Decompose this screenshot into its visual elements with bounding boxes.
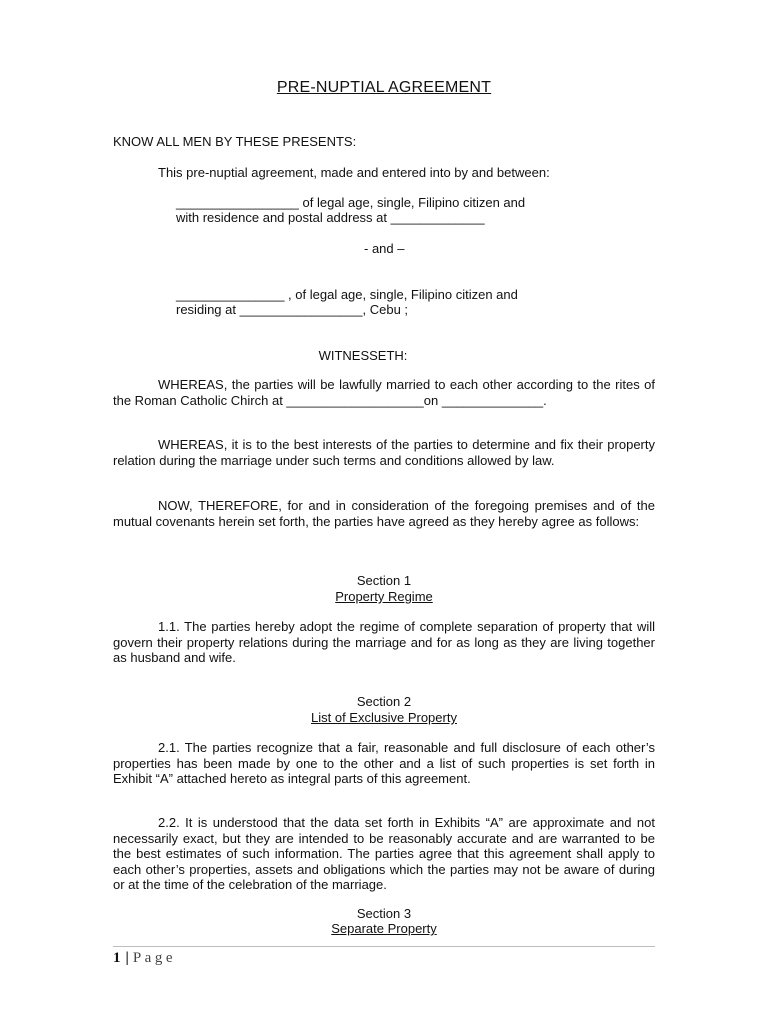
party1-line2: with residence and postal address at _____________ — [176, 210, 485, 225]
page-number: 1 — [113, 950, 121, 966]
section2-subheading: List of Exclusive Property — [311, 710, 457, 725]
document-title: PRE-NUPTIAL AGREEMENT — [276, 79, 492, 96]
section3-subheading: Separate Property — [331, 921, 437, 936]
party2-line1: _______________ , of legal age, single, Filipino citizen and — [176, 287, 518, 302]
party1-line1: _________________ of legal age, single, Filipino citizen and — [176, 195, 526, 210]
section1-heading: Section 1 — [356, 573, 412, 588]
now-therefore-paragraph: NOW, THEREFORE, for and in consideration of the foregoing premises and of the mutual covenants herein set forth, the parties have agreed as they hereby agree as follows: — [113, 498, 655, 529]
whereas-paragraph-1: WHEREAS, the parties will be lawfully married to each other according to the rites of the Roman Catholic Chirch at ___________________on ______________. — [113, 377, 655, 408]
preamble: KNOW ALL MEN BY THESE PRESENTS: — [113, 134, 357, 149]
footer-divider — [113, 946, 655, 947]
page-footer — [113, 948, 176, 968]
section2-heading: Section 2 — [356, 694, 412, 709]
and-separator: - and – — [364, 241, 405, 256]
section2-paragraph-2-2: 2.2. It is understood that the data set forth in Exhibits “A” are approximate and not necessarily exact, but they are intended to be reasonably accurate and are warranted to be the best estimates of such information. The parties agree that this agreement shall apply to each other’s properties, assets and obligations which the parties may not be aware of during or at the time of the celebration of the marriage. — [113, 815, 655, 892]
intro-paragraph: This pre-nuptial agreement, made and entered into by and between: — [158, 165, 550, 180]
party2-line2: residing at _________________, Cebu ; — [176, 302, 409, 317]
witnesseth-heading: WITNESSETH: — [318, 348, 408, 363]
whereas-paragraph-2: WHEREAS, it is to the best interests of the parties to determine and fix their property relation during the marriage under such terms and conditions allowed by law. — [113, 437, 655, 468]
section3-heading: Section 3 — [356, 906, 412, 921]
page-label: Page — [132, 950, 176, 966]
section1-paragraph-1-1: 1.1. The parties hereby adopt the regime of complete separation of property that will govern their property relations during the marriage and for as long as they are living together as husband and wife. — [113, 619, 655, 665]
footer-separator: | — [125, 950, 129, 966]
section1-subheading: Property Regime — [335, 589, 433, 604]
section2-paragraph-2-1: 2.1. The parties recognize that a fair, reasonable and full disclosure of each other’s properties has been made by one to the other and a list of such properties is set forth in Exhibit “A” attached hereto as integral parts of this agreement. — [113, 740, 655, 786]
